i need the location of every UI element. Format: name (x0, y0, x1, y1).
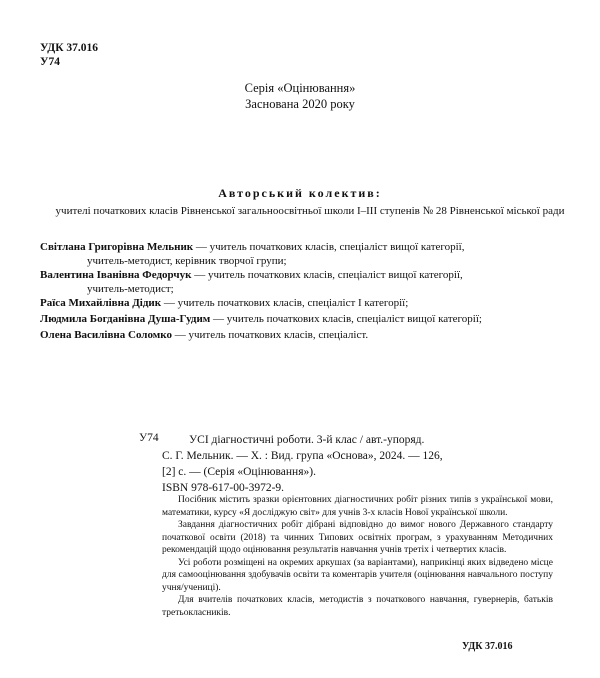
annotation-paragraph: Для вчителів початкових класів, методистів з початкового навчання, гувернерів, батьків третьокласників. (162, 595, 553, 618)
author-desc-cont: учитель-методист, керівник творчої групи; (87, 255, 287, 267)
author-desc-cont: учитель-методист; (87, 283, 174, 295)
udk-footer: УДК 37.016 (462, 641, 513, 652)
author-desc: — учитель початкових класів, спеціаліст. (171, 329, 369, 341)
author-name: Валентина Іванівна Федорчук (40, 269, 192, 281)
annotation-paragraph: Завдання діагностичних робіт дібрані відповідно до вимог нового Державного стандарту початкової освіти (2018) та чинних Типових освітніх програм, з урахуванням Методичних рекомендацій щодо оцінювання результатів навчання учнів третіх і четвертих класів. (162, 520, 553, 555)
author-entry (40, 296, 580, 310)
isbn: ISBN 978-617-00-3972-9. (162, 482, 285, 494)
author-sign: У74 (40, 56, 60, 68)
series-title: Серія «Оцінювання» (244, 81, 356, 95)
author-name: Людмила Богданівна Душа-Гудим (40, 313, 211, 325)
authors-title: Авторський колектив: (218, 186, 382, 200)
author-entry (40, 328, 580, 342)
bibliographic-record (162, 432, 553, 496)
author-name: Світлана Григорівна Мельник (40, 241, 194, 253)
author-desc: — учитель початкових класів, спеціаліст вищої категорії, (193, 241, 465, 253)
author-name: Олена Василівна Соломко (40, 329, 172, 341)
author-entry (40, 268, 580, 296)
series-founded: Заснована 2020 року (245, 97, 355, 111)
annotation-paragraph: Усі роботи розміщені на окремих аркушах (за варіантами), наприкінці яких відведено місце для самооцінювання здобувачів освіти та коментарів учителя (оцінювання навчального поступу учня/учениці). (162, 557, 553, 593)
biblio-code: У74 (139, 432, 159, 444)
author-name: Раїса Михайлівна Дідик (40, 297, 162, 309)
biblio-line: [2] с. — (Серія «Оцінювання»). (162, 466, 316, 478)
udk-header (40, 41, 98, 69)
annotation-paragraph: Посібник містить зразки орієнтовних діагностичних робіт різних типів з української мови, математики, курсу «Я досліджую світ» для учнів 3-х класів Нової української школи. (162, 495, 553, 518)
annotation (162, 494, 553, 619)
author-desc: — учитель початкових класів, спеціаліст I категорії; (161, 297, 409, 309)
author-entry (40, 240, 580, 268)
biblio-line: УСІ діагностичні роботи. 3-й клас / авт.-упоряд. (189, 434, 425, 446)
authors-subtitle: учителі початкових класів Рівненської загальноосвітньої школи I–III ступенів № 28 Рівненської міської ради (55, 205, 565, 217)
biblio-line: С. Г. Мельник. — Х. : Вид. група «Основа», 2024. — 126, (162, 450, 443, 462)
udk-code: УДК 37.016 (40, 42, 99, 54)
author-desc: — учитель початкових класів, спеціаліст вищої категорії; (210, 313, 482, 325)
author-desc: — учитель початкових класів, спеціаліст вищої категорії, (191, 269, 463, 281)
author-entry (40, 312, 580, 326)
series-block (0, 80, 600, 112)
